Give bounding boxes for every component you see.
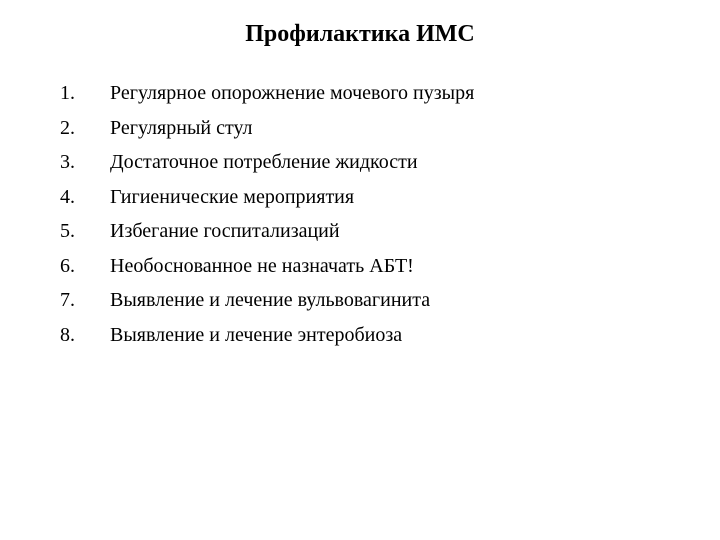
list-item: [60, 318, 474, 353]
list-item-number: 6.: [60, 254, 75, 277]
list-item-number: 8.: [60, 323, 75, 346]
list-item-text: Регулярное опорожнение мочевого пузыря: [110, 82, 475, 104]
list-item: [60, 283, 474, 318]
list-item: [60, 214, 474, 249]
list-item-text: Достаточное потребление жидкости: [110, 151, 418, 173]
list-item-text: Выявление и лечение энтеробиоза: [110, 323, 403, 346]
list-item-text: Регулярный стул: [110, 116, 253, 139]
list-item-number: 5.: [60, 220, 75, 242]
list-item: [60, 76, 474, 111]
list-item-number: 4.: [60, 185, 75, 208]
list-item-number: 2.: [60, 116, 75, 139]
prevention-list: [60, 76, 474, 352]
list-item-text: Необоснованное не назначать АБТ!: [110, 254, 414, 277]
list-item: [60, 249, 474, 284]
list-item-number: 3.: [60, 151, 75, 173]
list-item: [60, 111, 474, 146]
list-item: [60, 180, 474, 215]
list-item: [60, 145, 474, 180]
list-item-text: Выявление и лечение вульвовагинита: [110, 289, 431, 311]
list-item-text: Избегание госпитализаций: [110, 220, 340, 242]
list-item-number: 7.: [60, 289, 75, 311]
list-item-text: Гигиенические мероприятия: [110, 185, 355, 208]
slide-title: Профилактика ИМС: [245, 21, 475, 47]
list-item-number: 1.: [60, 82, 75, 104]
